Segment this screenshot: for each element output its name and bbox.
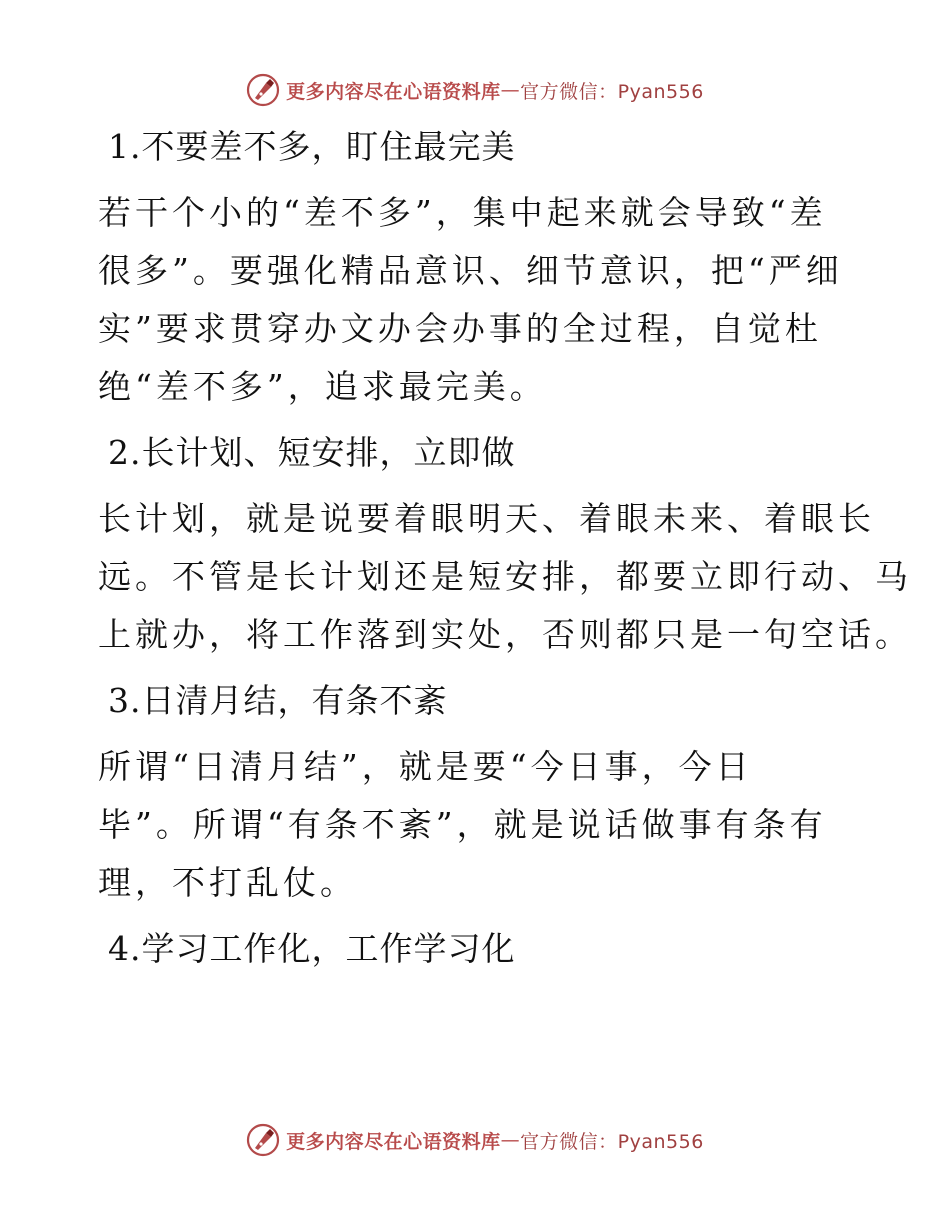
- section-heading: 2.长计划、短安排，立即做: [108, 433, 516, 472]
- section-1: [98, 118, 858, 416]
- watermark-sub: 官方微信：Pyan556: [520, 1130, 704, 1153]
- paragraph-line: 毕”。所谓“有条不紊”，就是说话做事有条有: [98, 805, 827, 844]
- paragraph-line: 所谓“日清月结”，就是要“今日事，今日: [98, 747, 753, 786]
- paragraph-line: 理，不打乱仗。: [98, 863, 357, 902]
- section-heading: 1.不要差不多，盯住最完美: [108, 127, 516, 166]
- section-heading: 3.日清月结，有条不紊: [108, 681, 448, 720]
- paragraph-line: 上就办，将工作落到实处，否则都只是一句空话。: [98, 615, 912, 654]
- watermark-text: 更多内容尽在心语资料库: [286, 80, 501, 103]
- pen-nib-logo-icon: [246, 1123, 280, 1157]
- section-3: [98, 672, 858, 912]
- section-heading: 4.学习工作化，工作学习化: [108, 929, 516, 968]
- watermark-separator: —: [500, 79, 521, 101]
- paragraph-line: 绝“差不多”，追求最完美。: [98, 367, 547, 406]
- paragraph-line: 实”要求贯穿办文办会办事的全过程，自觉杜: [98, 309, 822, 348]
- paragraph-line: 长计划，就是说要着眼明天、着眼未来、着眼长: [98, 499, 875, 538]
- section-paragraph: [98, 738, 858, 912]
- watermark-separator: —: [500, 1129, 521, 1151]
- section-paragraph: [98, 490, 912, 664]
- paragraph-line: 若干个小的“差不多”，集中起来就会导致“差: [98, 193, 827, 232]
- watermark-text: 更多内容尽在心语资料库: [286, 1130, 501, 1153]
- footer-watermark: [0, 1120, 950, 1160]
- paragraph-line: 远。不管是长计划还是短安排，都要立即行动、马: [98, 557, 912, 596]
- section-4: [98, 920, 858, 978]
- watermark-sub: 官方微信：Pyan556: [520, 80, 704, 103]
- section-2: [98, 424, 912, 664]
- paragraph-line: 很多”。要强化精品意识、细节意识，把“严细: [98, 251, 843, 290]
- document-body: [98, 118, 912, 978]
- section-paragraph: [98, 184, 858, 416]
- pen-nib-logo-icon: [246, 73, 280, 107]
- header-watermark: [0, 70, 950, 110]
